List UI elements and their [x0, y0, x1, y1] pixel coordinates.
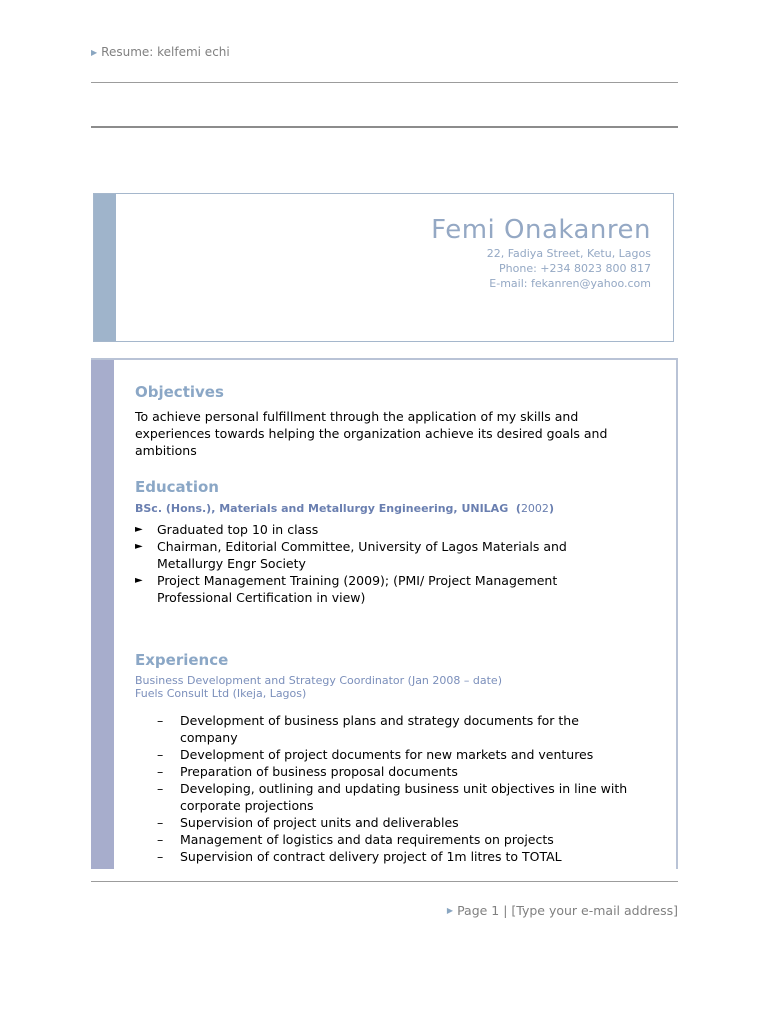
resume-body [91, 358, 678, 869]
list-item: – Supervision of contract delivery project of 1m litres to TOTAL [157, 849, 562, 864]
dash-bullet: – [157, 764, 164, 779]
bullet-triangle-icon: ► [135, 524, 143, 535]
bullet-triangle-icon: ► [135, 575, 143, 586]
experience-heading: Experience [135, 651, 229, 669]
list-item: – Management of logistics and data requirements on projects [157, 832, 554, 847]
dash-bullet: – [157, 815, 164, 830]
degree-year-close: ) [548, 502, 554, 515]
triangle-right-icon: ▶ [91, 47, 98, 57]
contact-block [431, 214, 651, 291]
page-footer [447, 903, 678, 918]
degree-year-open: ( [515, 502, 521, 515]
company-name: Fuels Consult Ltd (Ikeja, Lagos) [135, 687, 307, 700]
resume-content [135, 380, 635, 865]
email: E-mail: fekanren@yahoo.com [489, 277, 651, 290]
triangle-right-icon: ▶ [446, 906, 454, 915]
candidate-name: Femi Onakanren [431, 215, 651, 245]
phone: Phone: +234 8023 800 817 [499, 262, 651, 275]
experience-list [135, 712, 635, 865]
footer-divider [91, 881, 678, 882]
dash-bullet: – [157, 781, 164, 796]
objectives-heading: Objectives [135, 383, 224, 401]
objectives-text: To achieve personal fulfillment through the application of my skills and experiences towards helping the organization achieve its desired goals and ambitions [135, 409, 608, 458]
body-sidebar-bar [91, 360, 114, 869]
degree-name: BSc. (Hons.), Materials and Metallurgy Engineering, UNILAG [135, 502, 509, 515]
name-sidebar-bar [94, 194, 116, 341]
list-item: ► Project Management Training (2009); (PMI/ Project Management Professional Certification in view) [135, 573, 558, 605]
dash-bullet: – [157, 832, 164, 847]
degree-year: 2002 [520, 502, 549, 515]
list-item: – Development of project documents for new markets and ventures [157, 747, 594, 762]
list-item: – Preparation of business proposal documents [157, 764, 458, 779]
bullet-triangle-icon: ► [135, 541, 143, 552]
list-item: – Development of business plans and strategy documents for the company [157, 713, 579, 745]
dash-bullet: – [157, 747, 164, 762]
header-divider [91, 82, 678, 83]
list-item: ► Chairman, Editorial Committee, University of Lagos Materials and Metallurgy Engr Society [135, 539, 567, 571]
page-header [91, 45, 230, 59]
list-item: ► Graduated top 10 in class [135, 522, 319, 537]
dash-bullet: – [157, 713, 164, 728]
job-title: Business Development and Strategy Coordinator (Jan 2008 – date) [135, 674, 502, 687]
degree-line [135, 500, 635, 518]
address: 22, Fadiya Street, Ketu, Lagos [486, 247, 651, 260]
education-heading: Education [135, 478, 219, 496]
header-title: Resume: kelfemi echi [101, 45, 230, 59]
list-item: – Developing, outlining and updating business unit objectives in line with corporate projections [157, 781, 628, 813]
header-divider-thick [91, 126, 678, 128]
name-block [93, 193, 674, 342]
list-item: – Supervision of project units and deliverables [157, 815, 459, 830]
footer-label: Page 1 | [Type your e-mail address] [457, 903, 678, 918]
education-list [135, 521, 635, 606]
dash-bullet: – [157, 849, 164, 864]
